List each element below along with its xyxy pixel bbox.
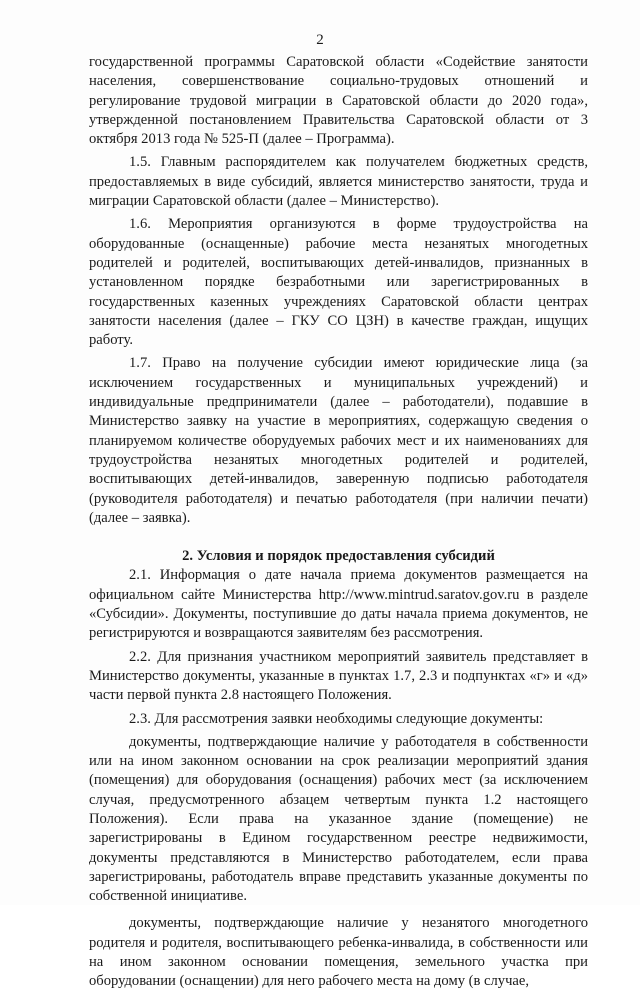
page-number: 2	[316, 32, 324, 48]
paragraph-documents-building: документы, подтверждающие наличие у работодателя в собственности или на ином законном основании на срок реализации мероприятий здания (помещения) для оборудования (оснащения) рабочих мест (за исключением случая, предусмотренного абзацем четвертым пункта 1.2 настоящего Положения). Если права на указанное здание (помещение) не зарегистрированы в Едином государственном реестре недвижимости, документы представляются в Министерство работодателем, если права зарегистрированы, работодатель вправе представить указанные документы по собственной инициативе.	[89, 733, 588, 905]
document-body	[89, 53, 588, 992]
paragraph-program-reference: государственной программы Саратовской области «Содействие занятости населения, совершенствование социально-трудовых отношений и регулирование трудовой миграции в Саратовской области до 2020 года», утвержденной постановлением Правительства Саратовской области от 3 октября 2013 года № 525-П (далее – Программа).	[89, 54, 588, 148]
paragraph-documents-home-workplace: документы, подтверждающие наличие у незанятого многодетного родителя и родителя, воспитывающего ребенка-инвалида, в собственности или на ином законном основании помещения, земельного участка при оборудовании (оснащении) для него рабочего места на дому (в случае,	[89, 915, 588, 990]
paragraph-2-3: 2.3. Для рассмотрения заявки необходимы следующие документы:	[129, 710, 544, 727]
section-heading-2: 2. Условия и порядок предоставления субсидий	[182, 548, 495, 565]
paragraph-2-2: 2.2. Для признания участником мероприятий заявитель представляет в Министерство документы, указанные в пунктах 1.7, 2.3 и подпунктах «г» и «д» части первой пункта 2.8 настоящего Положения.	[89, 648, 588, 704]
paragraph-1-5: 1.5. Главным распорядителем как получателем бюджетных средств, предоставляемых в виде субсидий, является министерство занятости, труда и миграции Саратовской области (далее – Министерство).	[89, 154, 588, 210]
paragraph-2-1: 2.1. Информация о дате начала приема документов размещается на официальном сайте Министерства http://www.mintrud.saratov.gov.ru в разделе «Субсидии». Документы, поступившие до даты начала приема документов, не регистрируются и возвращаются заявителям без рассмотрения.	[89, 567, 588, 642]
paragraph-1-6: 1.6. Мероприятия организуются в форме трудоустройства на оборудованные (оснащенные) рабочие места незанятых многодетных родителей и родителей, воспитывающих детей-инвалидов, признанных в установленном порядке безработными или зарегистрированных в государственных казенных учреждениях Саратовской области центрах занятости населения (далее – ГКУ СО ЦЗН) в качестве граждан, ищущих работу.	[89, 216, 588, 349]
paragraph-1-7: 1.7. Право на получение субсидии имеют юридические лица (за исключением государственных и муниципальных учреждений) и индивидуальные предприниматели (далее – работодатели), подавшие в Министерство заявку на участие в мероприятиях, содержащую сведения о планируемом количестве оборудуемых рабочих мест и их наименованиях для трудоустройства незанятых многодетных родителей и родителей, воспитывающих детей-инвалидов, заверенную подписью работодателя (руководителя работодателя) и печатью работодателя (при наличии печати) (далее – заявка).	[89, 355, 588, 526]
